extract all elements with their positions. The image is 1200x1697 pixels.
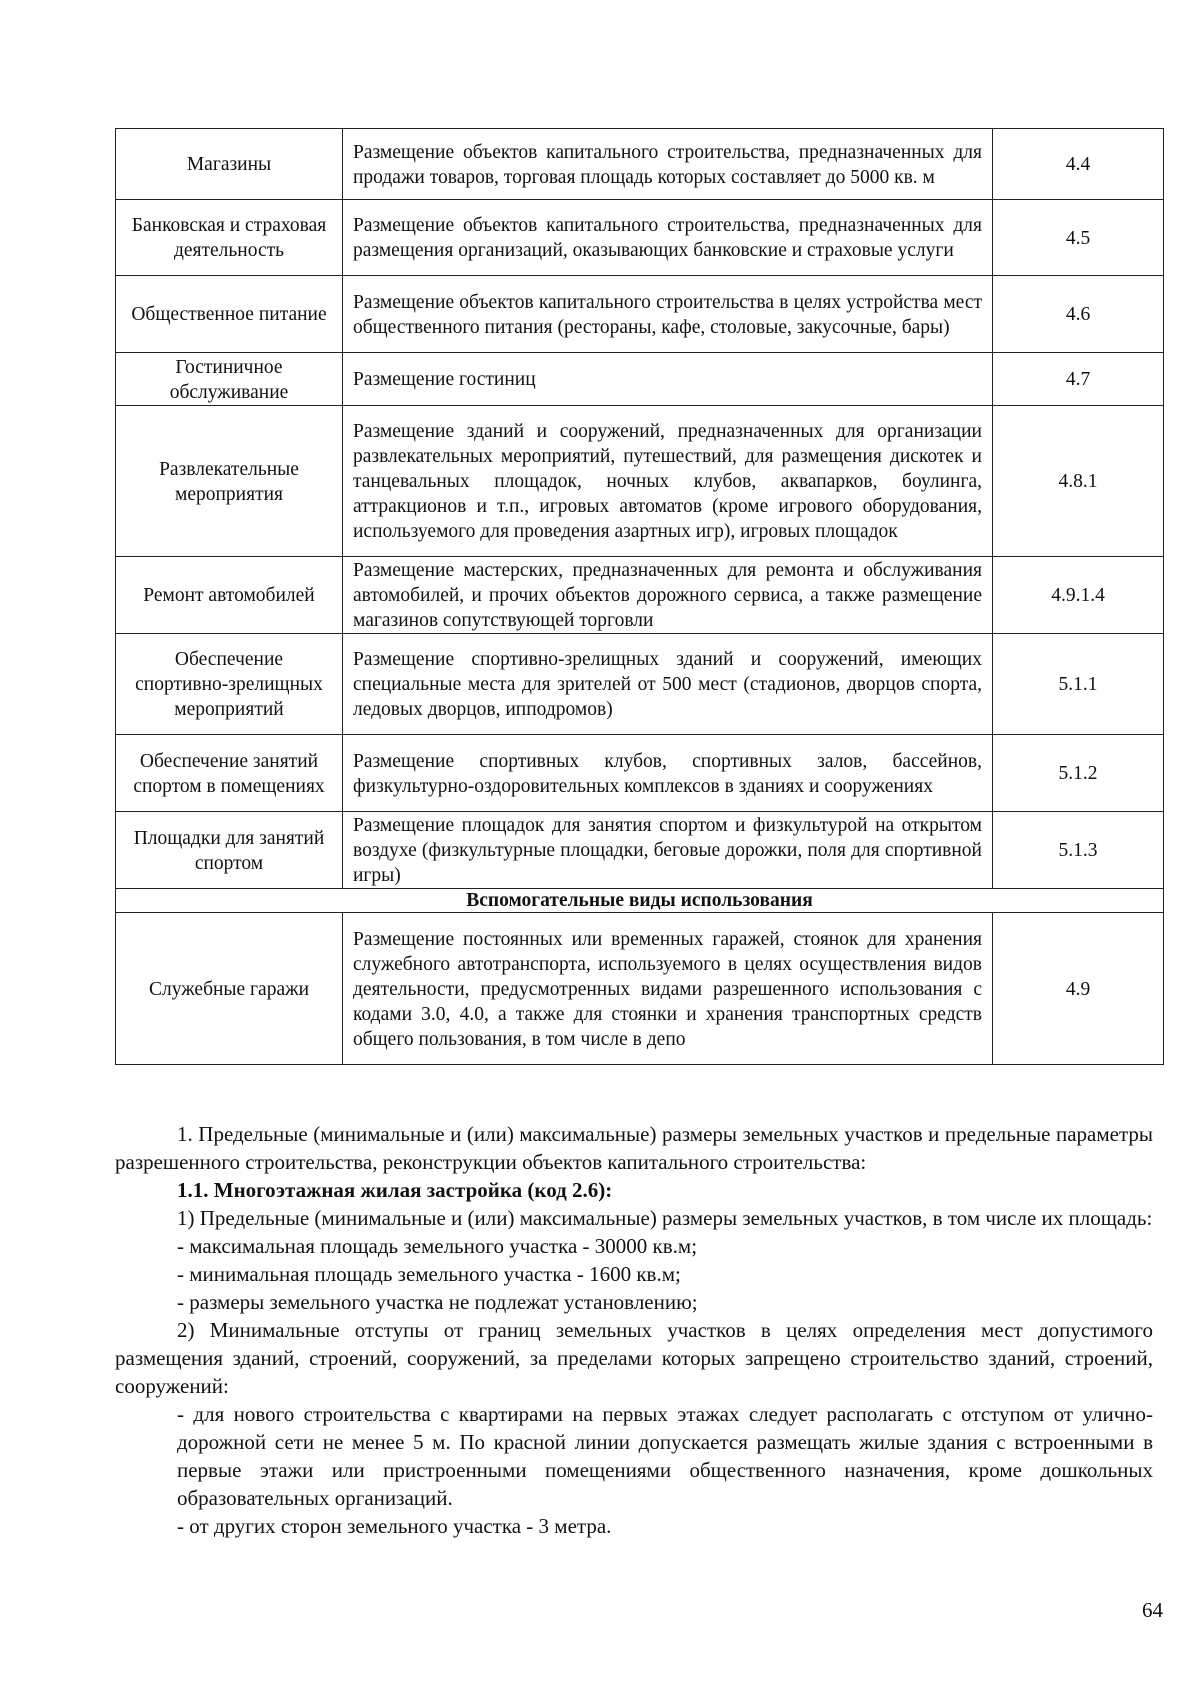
use-name: Магазины (116, 129, 343, 200)
use-description: Размещение спортивно-зрелищных зданий и сооружений, имеющих специальные места для зрителей от 500 мест (стадионов, дворцов спорта, ледовых дворцов, ипподромов) (343, 634, 993, 735)
paragraph: 1. Предельные (минимальные и (или) максимальные) размеры земельных участков и предельные параметры разрешенного строительства, реконструкции объектов капитального строительства: (115, 1122, 1153, 1174)
use-name: Гостиничное обслуживание (116, 353, 343, 406)
use-code: 4.4 (993, 129, 1164, 200)
land-use-table (115, 128, 1164, 1065)
table-row (116, 812, 1164, 889)
use-name: Развлекательные мероприятия (116, 406, 343, 557)
use-code: 4.8.1 (993, 406, 1164, 557)
table-row (116, 634, 1164, 735)
use-description: Размещение гостиниц (343, 353, 993, 406)
use-name: Обеспечение спортивно-зрелищных мероприятий (116, 634, 343, 735)
list-item: - от других сторон земельного участка - 3 метра. (177, 1514, 612, 1538)
use-code: 5.1.1 (993, 634, 1164, 735)
list-item: - размеры земельного участка не подлежат установлению; (177, 1290, 698, 1314)
table-row (116, 129, 1164, 200)
use-name: Обеспечение занятий спортом в помещениях (116, 735, 343, 812)
use-code: 4.9 (993, 913, 1164, 1065)
use-description: Размещение мастерских, предназначенных для ремонта и обслуживания автомобилей, и прочих объектов дорожного сервиса, а также размещение магазинов сопутствующей торговли (343, 557, 993, 634)
use-name: Площадки для занятий спортом (116, 812, 343, 889)
table-row (116, 276, 1164, 353)
use-description: Размещение объектов капитального строительства в целях устройства мест общественного питания (рестораны, кафе, столовые, закусочные, бары) (343, 276, 993, 353)
use-name: Банковская и страховая деятельность (116, 200, 343, 276)
table-row (116, 200, 1164, 276)
table-row (116, 406, 1164, 557)
use-name: Служебные гаражи (116, 913, 343, 1065)
use-code: 4.9.1.4 (993, 557, 1164, 634)
use-name: Ремонт автомобилей (116, 557, 343, 634)
use-code: 4.6 (993, 276, 1164, 353)
section-row (116, 889, 1164, 913)
list-item: - для нового строительства с квартирами на первых этажах следует располагать с отступом от улично-дорожной сети не менее 5 м. По красной линии допускается размещать жилые здания с встроенными в первые этажи или пристроенными помещениями общественного назначения, кроме дошкольных образовательных организаций. (177, 1402, 1153, 1510)
list-item: - минимальная площадь земельного участка - 1600 кв.м; (177, 1262, 681, 1286)
page-number: 64 (1142, 1598, 1163, 1622)
use-code: 5.1.3 (993, 812, 1164, 889)
list-item: - максимальная площадь земельного участка - 30000 кв.м; (177, 1234, 698, 1258)
use-description: Размещение постоянных или временных гаражей, стоянок для хранения служебного автотранспорта, используемого в целях осуществления видов деятельности, предусмотренных видами разрешенного использования с кодами 3.0, 4.0, а также для стоянки и хранения транспортных средств общего пользования, в том числе в депо (343, 913, 993, 1065)
use-code: 4.7 (993, 353, 1164, 406)
use-description: Размещение объектов капитального строительства, предназначенных для продажи товаров, торговая площадь которых составляет до 5000 кв. м (343, 129, 993, 200)
use-description: Размещение зданий и сооружений, предназначенных для организации развлекательных мероприятий, путешествий, для размещения дискотек и танцевальных площадок, ночных клубов, аквапарков, боулинга, аттракционов и т.п., игровых автоматов (кроме игрового оборудования, используемого для проведения азартных игр), игровых площадок (343, 406, 993, 557)
use-code: 5.1.2 (993, 735, 1164, 812)
table-row (116, 913, 1164, 1065)
use-description: Размещение спортивных клубов, спортивных залов, бассейнов, физкультурно-оздоровительных комплексов в зданиях и сооружениях (343, 735, 993, 812)
section-heading: 1.1. Многоэтажная жилая застройка (код 2.6): (177, 1178, 613, 1202)
use-description: Размещение площадок для занятия спортом и физкультурой на открытом воздухе (физкультурные площадки, беговые дорожки, поля для спортивной игры) (343, 812, 993, 889)
paragraph: 1) Предельные (минимальные и (или) максимальные) размеры земельных участков, в том числе их площадь: (177, 1206, 1153, 1230)
section-title: Вспомогательные виды использования (116, 889, 1164, 913)
use-description: Размещение объектов капитального строительства, предназначенных для размещения организаций, оказывающих банковские и страховые услуги (343, 200, 993, 276)
table-row (116, 557, 1164, 634)
use-name: Общественное питание (116, 276, 343, 353)
table-row (116, 353, 1164, 406)
use-code: 4.5 (993, 200, 1164, 276)
table-row (116, 735, 1164, 812)
paragraph: 2) Минимальные отступы от границ земельных участков в целях определения мест допустимого размещения зданий, строений, сооружений, за пределами которых запрещено строительство зданий, строений, сооружений: (115, 1318, 1153, 1398)
body-text (115, 1120, 1153, 1540)
